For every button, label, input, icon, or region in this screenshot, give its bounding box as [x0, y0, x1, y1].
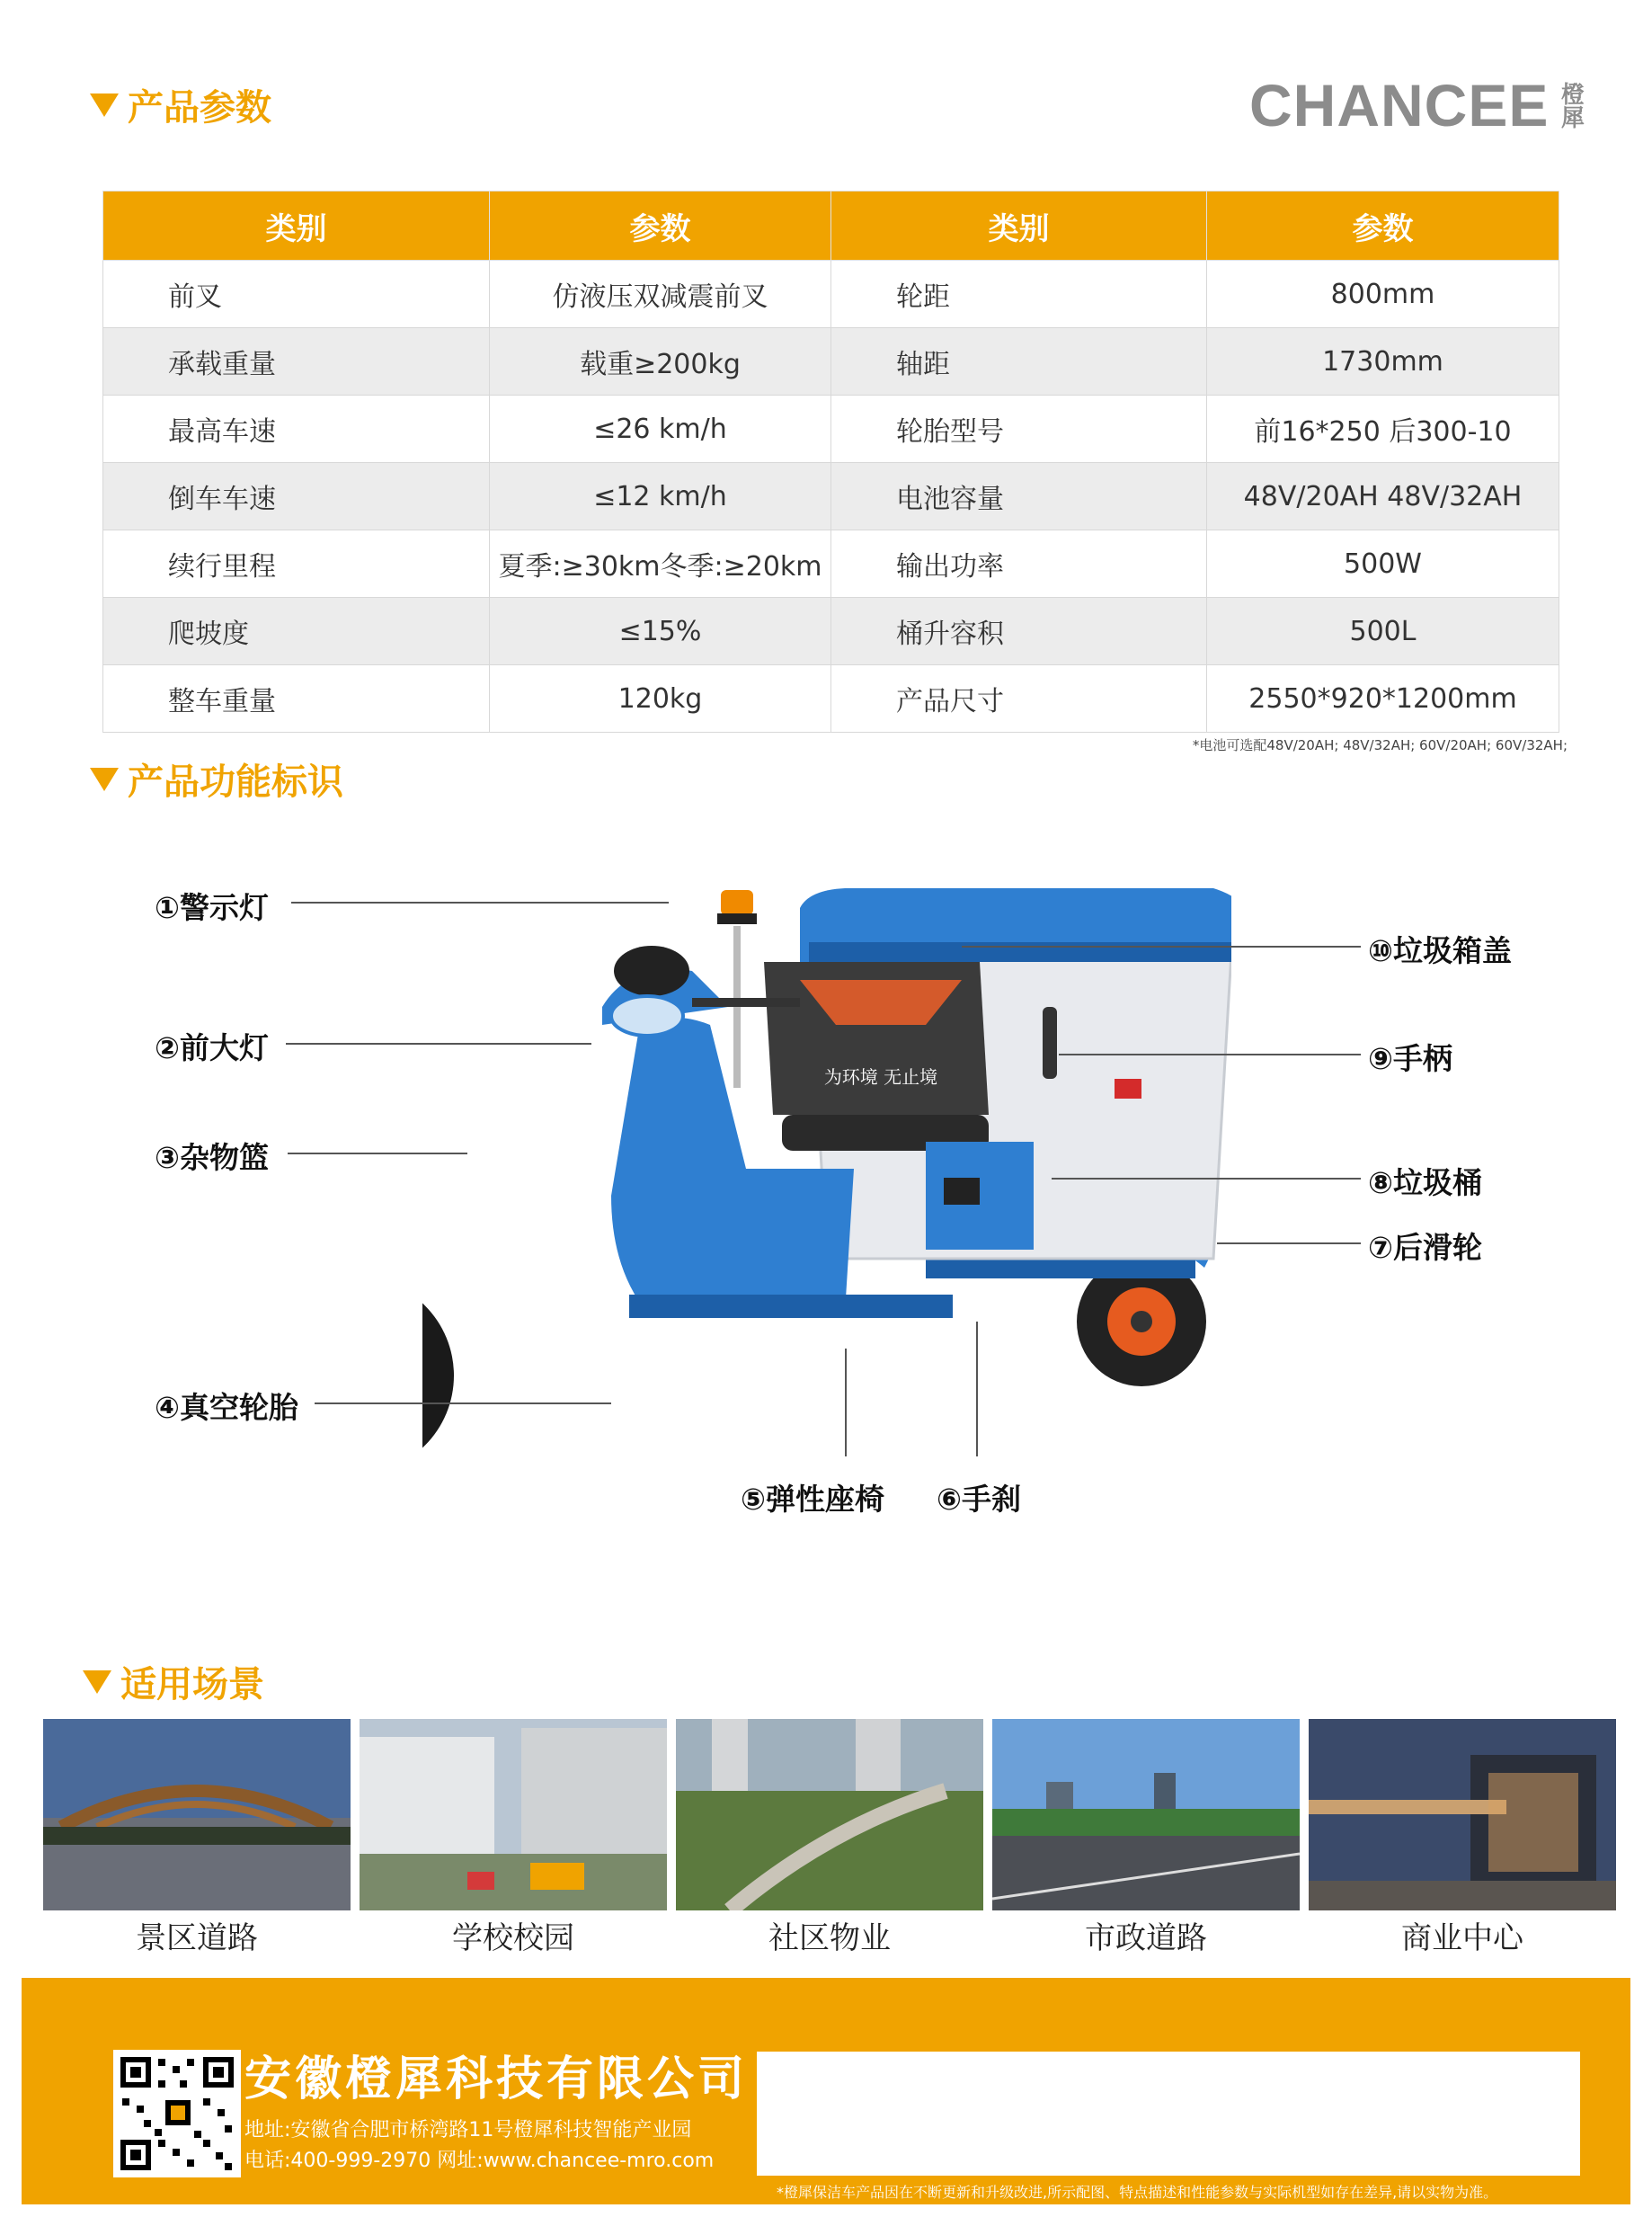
scene-label-2: 学校校园: [452, 1920, 574, 1956]
triangle-icon: [90, 768, 119, 791]
table-cell: 120kg: [490, 665, 831, 733]
callout-headlight: ②前大灯: [155, 1030, 269, 1065]
battery-footnote: *电池可选配48V/20AH; 48V/32AH; 60V/20AH; 60V/32AH;: [1192, 737, 1568, 753]
scene-photo-community: [676, 1719, 983, 1910]
logo-chinese: 橙犀: [1557, 82, 1585, 129]
table-cell: 轮距: [831, 261, 1207, 328]
table-cell: 承载重量: [103, 328, 490, 396]
blank-panel: [757, 2052, 1580, 2176]
callout-handbrake: ⑥手刹: [937, 1482, 1021, 1517]
callout-line-1: [291, 902, 669, 904]
table-row: [103, 530, 1559, 598]
table-cell: 2550*920*1200mm: [1207, 665, 1559, 733]
table-cell: 续行里程: [103, 530, 490, 598]
callout-line-9: [1059, 1054, 1361, 1055]
table-cell: 最高车速: [103, 396, 490, 463]
footer-banner: [22, 1978, 1630, 2204]
sanitation-tricycle-illustration: [422, 872, 1231, 1564]
scene-photo-commercial-center: [1309, 1719, 1616, 1910]
headlight: [611, 996, 683, 1036]
callout-line-7: [1217, 1242, 1361, 1244]
table-row: [103, 463, 1559, 530]
scene-photo-campus: [360, 1719, 667, 1910]
callout-basket: ③杂物篮: [155, 1140, 269, 1175]
table-cell: 前叉: [103, 261, 490, 328]
disclaimer-text: *橙犀保洁车产品因在不断更新和升级改进,所示配图、特点描述和性能参数与实际机型如存在差异,请以实物为准。: [777, 2184, 1498, 2201]
table-cell: ≤12 km/h: [490, 463, 831, 530]
table-cell: 500L: [1207, 598, 1559, 665]
table-header: 参数: [1207, 191, 1559, 261]
scene-label-3: 社区物业: [768, 1920, 891, 1956]
callout-tire: ④真空轮胎: [155, 1390, 298, 1425]
table-row: [103, 328, 1559, 396]
table-row: [103, 261, 1559, 328]
company-name: 安徽橙犀科技有限公司: [244, 2052, 749, 2106]
callout-line-4: [315, 1402, 611, 1404]
table-row: [103, 598, 1559, 665]
table-cell: 仿液压双减震前叉: [490, 261, 831, 328]
table-cell: 轴距: [831, 328, 1207, 396]
front-wheel: [422, 1277, 454, 1474]
table-cell: 载重≥200kg: [490, 328, 831, 396]
table-cell: 500W: [1207, 530, 1559, 598]
callout-warning-light: ①警示灯: [155, 890, 269, 925]
scene-label-4: 市政道路: [1085, 1920, 1207, 1956]
callout-bin-lid: ⑩垃圾箱盖: [1368, 933, 1512, 968]
section-title-features: 产品功能标识: [90, 753, 343, 805]
vehicle-slogan: 为环境 无止境: [823, 1066, 938, 1088]
company-contact: 电话:400-999-2970 网址:www.chancee-mro.com: [244, 2150, 715, 2172]
logo-wordmark: CHANCEE: [1249, 72, 1550, 138]
callout-line-10: [962, 946, 1361, 948]
scene-photo-municipal-road: [992, 1719, 1300, 1910]
callout-trash-bin: ⑧垃圾桶: [1368, 1165, 1482, 1200]
scene-gallery: [43, 1719, 1616, 1926]
callout-line-3: [288, 1153, 467, 1154]
table-cell: 产品尺寸: [831, 665, 1207, 733]
table-cell: 电池容量: [831, 463, 1207, 530]
triangle-icon: [83, 1670, 111, 1694]
table-header: 参数: [490, 191, 831, 261]
table-cell: 倒车车速: [103, 463, 490, 530]
table-cell: 输出功率: [831, 530, 1207, 598]
company-address: 地址:安徽省合肥市桥湾路11号橙犀科技智能产业园: [244, 2119, 692, 2141]
table-row: [103, 665, 1559, 733]
table-header: 类别: [103, 191, 490, 261]
callout-line-6: [976, 1322, 978, 1456]
warning-light: [717, 890, 757, 1088]
section-title-params: 产品参数: [90, 79, 271, 130]
brand-logo: [1240, 72, 1585, 138]
seat-back: [764, 962, 989, 1115]
table-cell: 800mm: [1207, 261, 1559, 328]
table-row: [103, 396, 1559, 463]
table-cell: 轮胎型号: [831, 396, 1207, 463]
table-cell: 1730mm: [1207, 328, 1559, 396]
table-cell: 夏季:≥30km冬季:≥20km: [490, 530, 831, 598]
triangle-icon: [90, 93, 119, 117]
callout-seat: ⑤弹性座椅: [741, 1482, 884, 1517]
callout-line-8: [1052, 1178, 1361, 1180]
table-header: 类别: [831, 191, 1207, 261]
table-cell: 桶升容积: [831, 598, 1207, 665]
callout-line-5: [845, 1349, 847, 1456]
callout-rear-wheel: ⑦后滑轮: [1368, 1230, 1482, 1265]
scene-label-5: 商业中心: [1401, 1920, 1523, 1956]
callout-handle: ⑨手柄: [1368, 1041, 1452, 1076]
table-cell: 前16*250 后300-10: [1207, 396, 1559, 463]
callout-line-2: [286, 1043, 591, 1045]
table-cell: 整车重量: [103, 665, 490, 733]
spec-table: [102, 191, 1559, 733]
table-cell: 48V/20AH 48V/32AH: [1207, 463, 1559, 530]
scene-label-1: 景区道路: [136, 1920, 258, 1956]
table-cell: 爬坡度: [103, 598, 490, 665]
table-cell: ≤15%: [490, 598, 831, 665]
table-cell: ≤26 km/h: [490, 396, 831, 463]
qr-code-icon: [113, 2050, 241, 2177]
scene-photo-scenic-road: [43, 1719, 351, 1910]
table-header-row: [103, 191, 1559, 261]
section-title-scenes: 适用场景: [83, 1656, 264, 1707]
